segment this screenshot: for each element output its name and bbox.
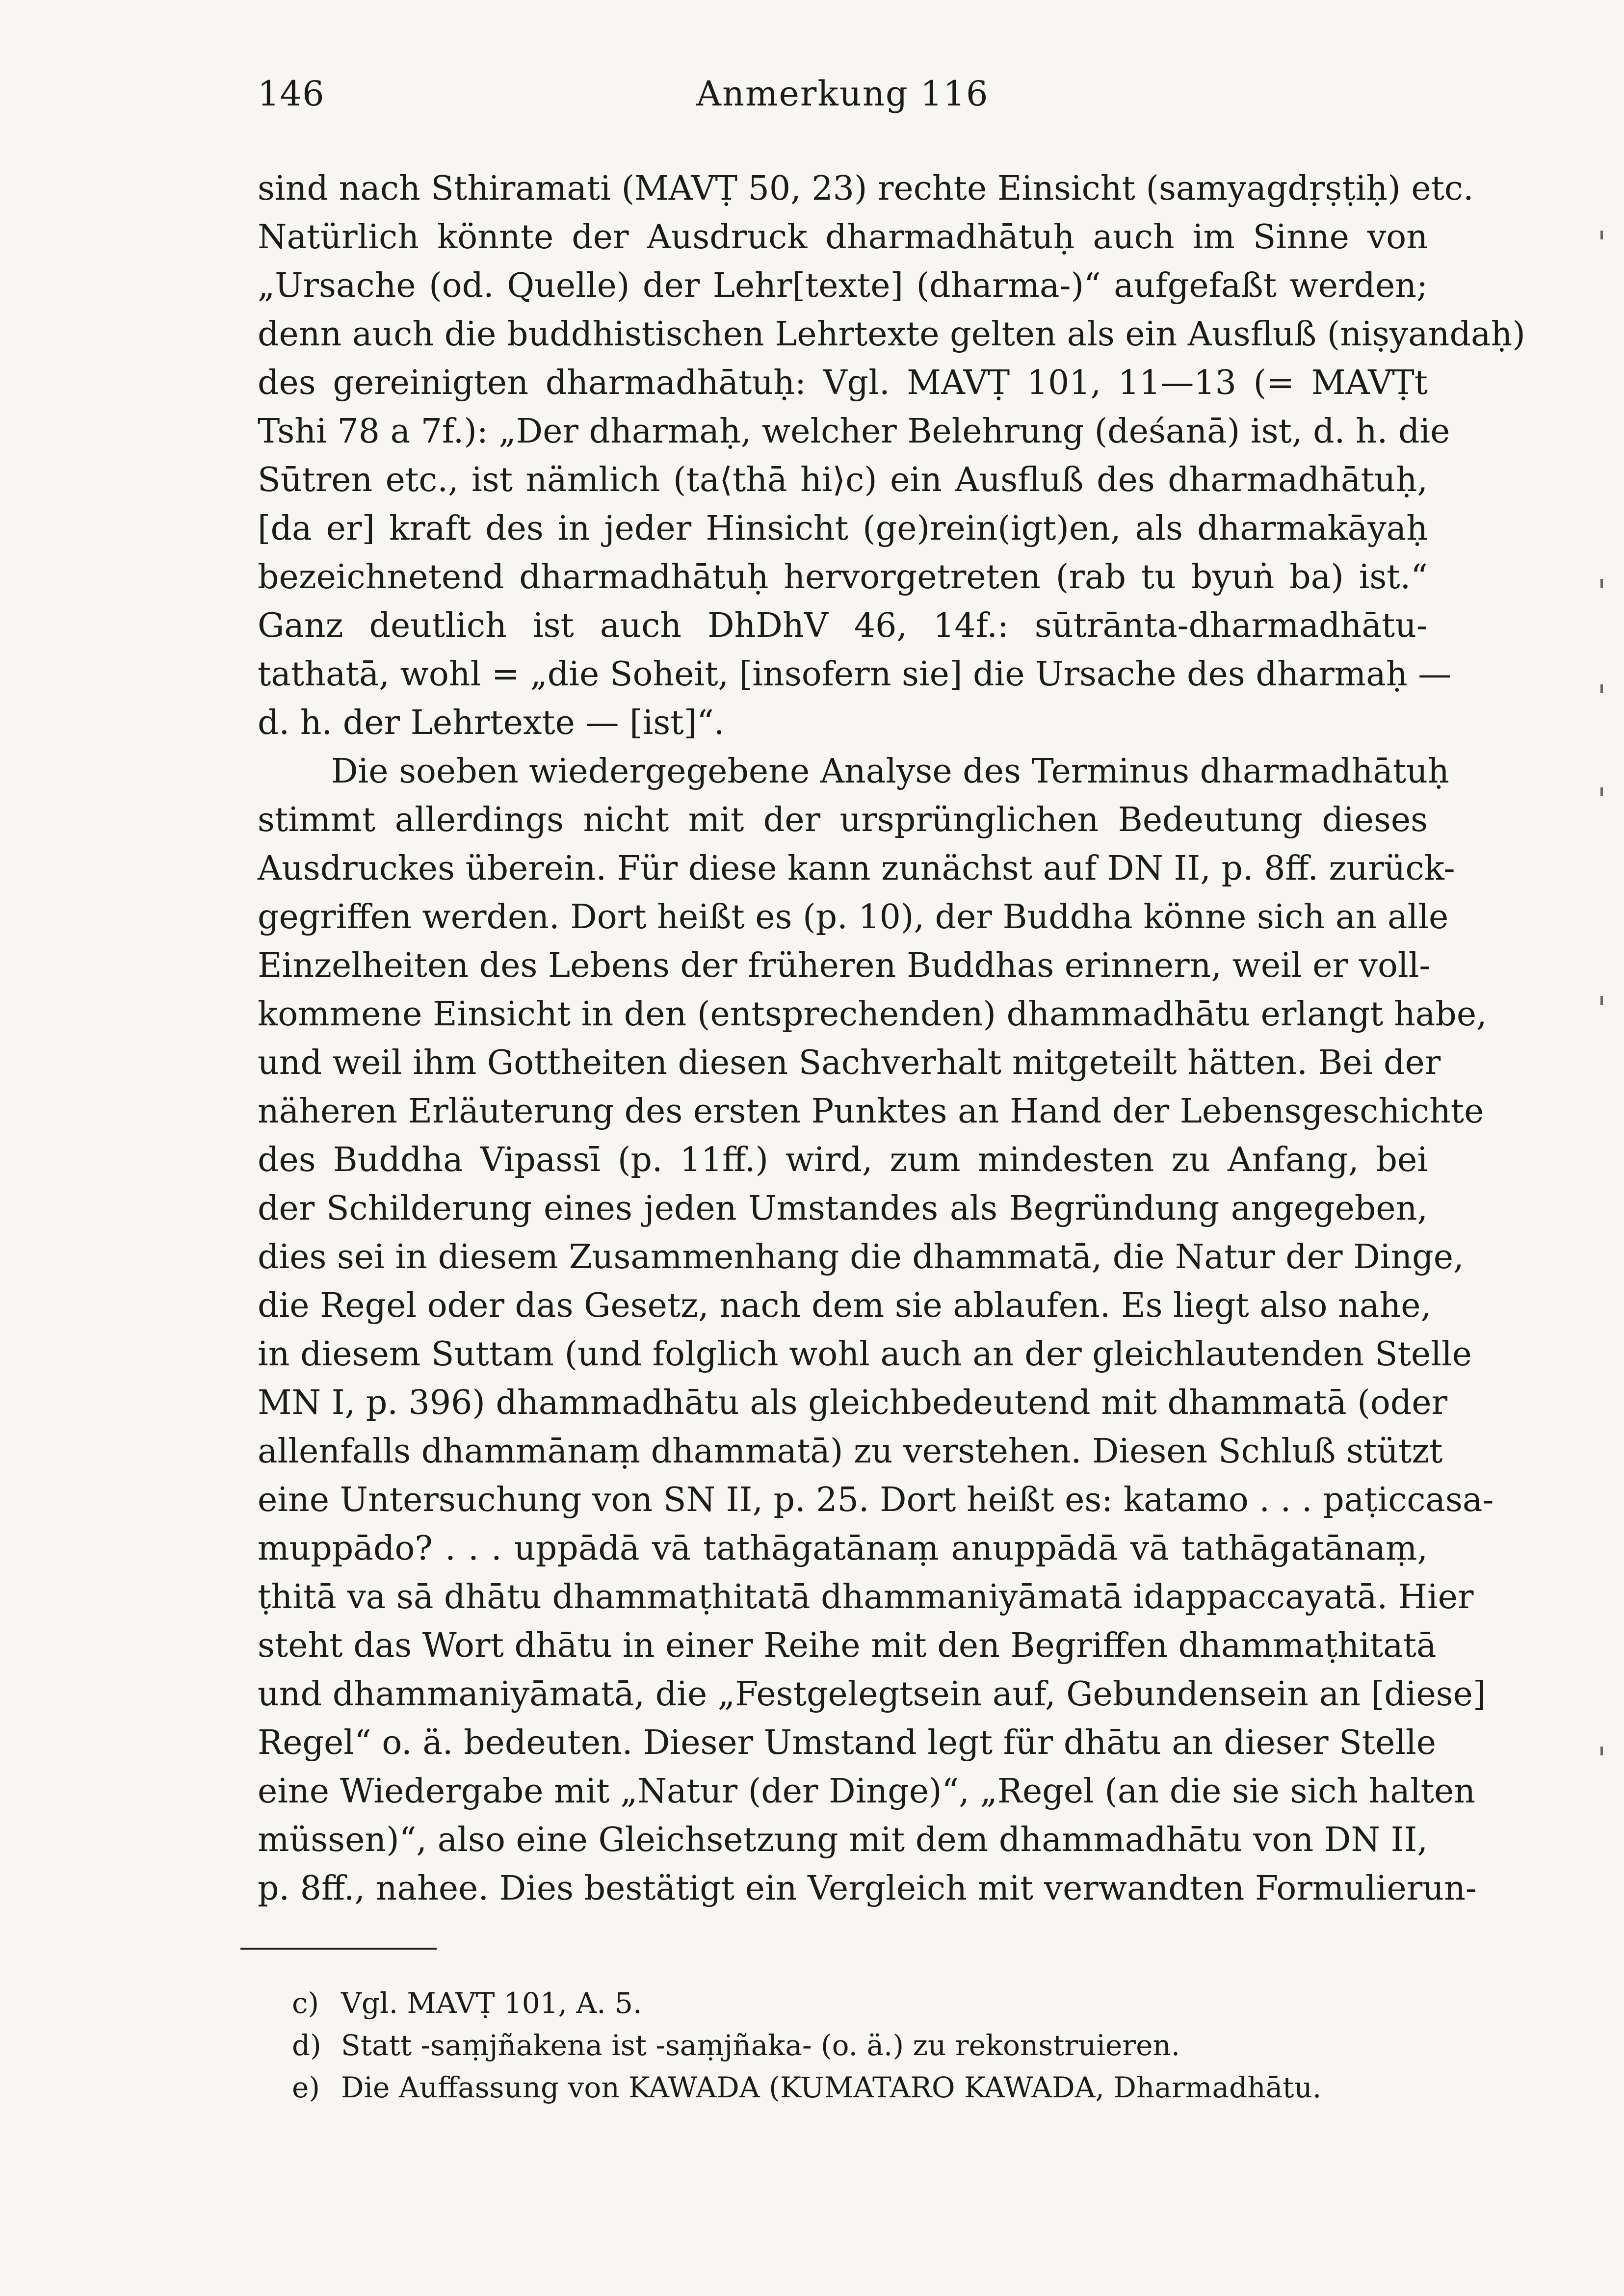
text-line: und weil ihm Gottheiten diesen Sachverhalt mitgeteilt hätten. Bei der <box>258 1044 1441 1082</box>
text-line: d. h. der Lehrtexte — [ist]“. <box>258 704 725 742</box>
text-line: muppādo? . . . uppādā vā tathāgatānaṃ anuppādā vā tathāgatānaṃ, <box>258 1529 1428 1568</box>
text-line: in diesem Suttam (und folglich wohl auch an der gleichlautenden Stelle <box>258 1335 1472 1374</box>
text-line: [da er] kraft des in jeder Hinsicht (ge)rein(igt)en, als dharmakāyaḥ <box>258 509 1428 548</box>
footnote-divider <box>240 1948 437 1950</box>
speck-mark <box>1600 787 1603 796</box>
text-line: Einzelheiten des Lebens der früheren Buddhas erinnern, weil er voll- <box>258 946 1431 985</box>
footnotes <box>292 1982 1430 2109</box>
text-line: Ganz deutlich ist auch DhDhV 46, 14f.: sūtrānta-dharmadhātu- <box>258 606 1428 645</box>
footnote-label: c) <box>292 1986 319 2020</box>
text-line: eine Untersuchung von SN II, p. 25. Dort heißt es: katamo . . . paṭiccasa- <box>258 1481 1494 1519</box>
running-title: Anmerkung 116 <box>696 74 989 114</box>
text-line: Ausdruckes überein. Für diese kann zunächst auf DN II, p. 8ff. zurück- <box>258 849 1455 888</box>
text-line: und dhammaniyāmatā, die „Festgelegtsein auf, Gebundensein an [diese] <box>258 1675 1486 1714</box>
text-line: der Schilderung eines jeden Umstandes als Begründung angegeben, <box>258 1189 1428 1228</box>
text-line: des gereinigten dharmadhātuḥ: Vgl. MAVṬ 101, 11—13 (= MAVṬt <box>258 364 1428 402</box>
text-line: näheren Erläuterung des ersten Punktes an Hand der Lebensgeschichte <box>258 1092 1484 1131</box>
text-line: steht das Wort dhātu in einer Reihe mit den Begriffen dhammaṭhitatā <box>258 1626 1437 1665</box>
text-line: des Buddha Vipassī (p. 11ff.) wird, zum mindesten zu Anfang, bei <box>258 1141 1428 1179</box>
text-line: die Regel oder das Gesetz, nach dem sie ablaufen. Es liegt also nahe, <box>258 1286 1432 1325</box>
speck-mark <box>1600 1747 1603 1755</box>
footnote <box>292 2066 1430 2109</box>
footnote-label: d) <box>292 2029 321 2062</box>
footnote-label: e) <box>292 2071 320 2104</box>
main-text <box>258 164 1525 1913</box>
footnote-text: Statt -saṃjñakena ist -saṃjñaka- (o. ä.) zu rekonstruieren. <box>341 2029 1180 2062</box>
footnote-text: Die Auffassung von KAWADA (KUMATARO KAWADA, Dharmadhātu. <box>341 2071 1322 2104</box>
speck-mark <box>1600 684 1603 693</box>
footnote <box>292 2024 1430 2066</box>
text-line: Natürlich könnte der Ausdruck dharmadhātuḥ auch im Sinne von <box>258 218 1428 257</box>
text-line: tathatā, wohl = „die Soheit, [insofern sie] die Ursache des dharmaḥ — <box>258 655 1452 694</box>
text-line: ṭhitā va sā dhātu dhammaṭhitatā dhammaniyāmatā idappaccayatā. Hier <box>258 1578 1474 1617</box>
text-line: MN I, p. 396) dhammadhātu als gleichbedeutend mit dhammatā (oder <box>258 1383 1448 1422</box>
text-line: allenfalls dhammānaṃ dhammatā) zu verstehen. Diesen Schluß stützt <box>258 1432 1443 1471</box>
speck-mark <box>1600 231 1603 239</box>
text-line: bezeichnetend dharmadhātuḥ hervorgetreten (rab tu byuṅ ba) ist.“ <box>258 558 1428 597</box>
text-line: müssen)“, also eine Gleichsetzung mit dem dhammadhātu von DN II, <box>258 1821 1428 1859</box>
text-line: gegriffen werden. Dort heißt es (p. 10), der Buddha könne sich an alle <box>258 898 1449 937</box>
text-line: dies sei in diesem Zusammenhang die dhammatā, die Natur der Dinge, <box>258 1238 1464 1277</box>
text-line: denn auch die buddhistischen Lehrtexte gelten als ein Ausfluß (niṣyandaḥ) <box>258 315 1525 354</box>
paragraph-start-line: Die soeben wiedergegebene Analyse des Terminus dharmadhātuḥ <box>331 752 1449 791</box>
speck-mark <box>1600 996 1603 1005</box>
footnote-text: Vgl. MAVṬ 101, A. 5. <box>341 1986 642 2020</box>
text-line: stimmt allerdings nicht mit der ursprünglichen Bedeutung dieses <box>258 801 1428 839</box>
text-line: Regel“ o. ä. bedeuten. Dieser Umstand legt für dhātu an dieser Stelle <box>258 1723 1437 1762</box>
page-header <box>258 74 1428 128</box>
text-line: sind nach Sthiramati (MAVṬ 50, 23) rechte Einsicht (samyagdṛṣṭiḥ) etc. <box>258 169 1474 208</box>
text-line: p. 8ff., nahee. Dies bestätigt ein Vergleich mit verwandten Formulierun- <box>258 1869 1477 1908</box>
text-line: „Ursache (od. Quelle) der Lehr[texte] (dharma-)“ aufgefaßt werden; <box>258 266 1428 305</box>
footnote <box>292 1982 1430 2024</box>
text-line: Tshi 78 a 7f.): „Der dharmaḥ, welcher Belehrung (deśanā) ist, d. h. die <box>258 412 1450 451</box>
text-line: kommene Einsicht in den (entsprechenden) dhammadhātu erlangt habe, <box>258 995 1487 1034</box>
text-line: eine Wiedergabe mit „Natur (der Dinge)“, „Regel (an die sie sich halten <box>258 1772 1476 1811</box>
page-number: 146 <box>258 74 325 114</box>
speck-mark <box>1600 579 1603 588</box>
text-line: Sūtren etc., ist nämlich (ta⟨thā hi⟩c) ein Ausfluß des dharmadhātuḥ, <box>258 461 1428 499</box>
